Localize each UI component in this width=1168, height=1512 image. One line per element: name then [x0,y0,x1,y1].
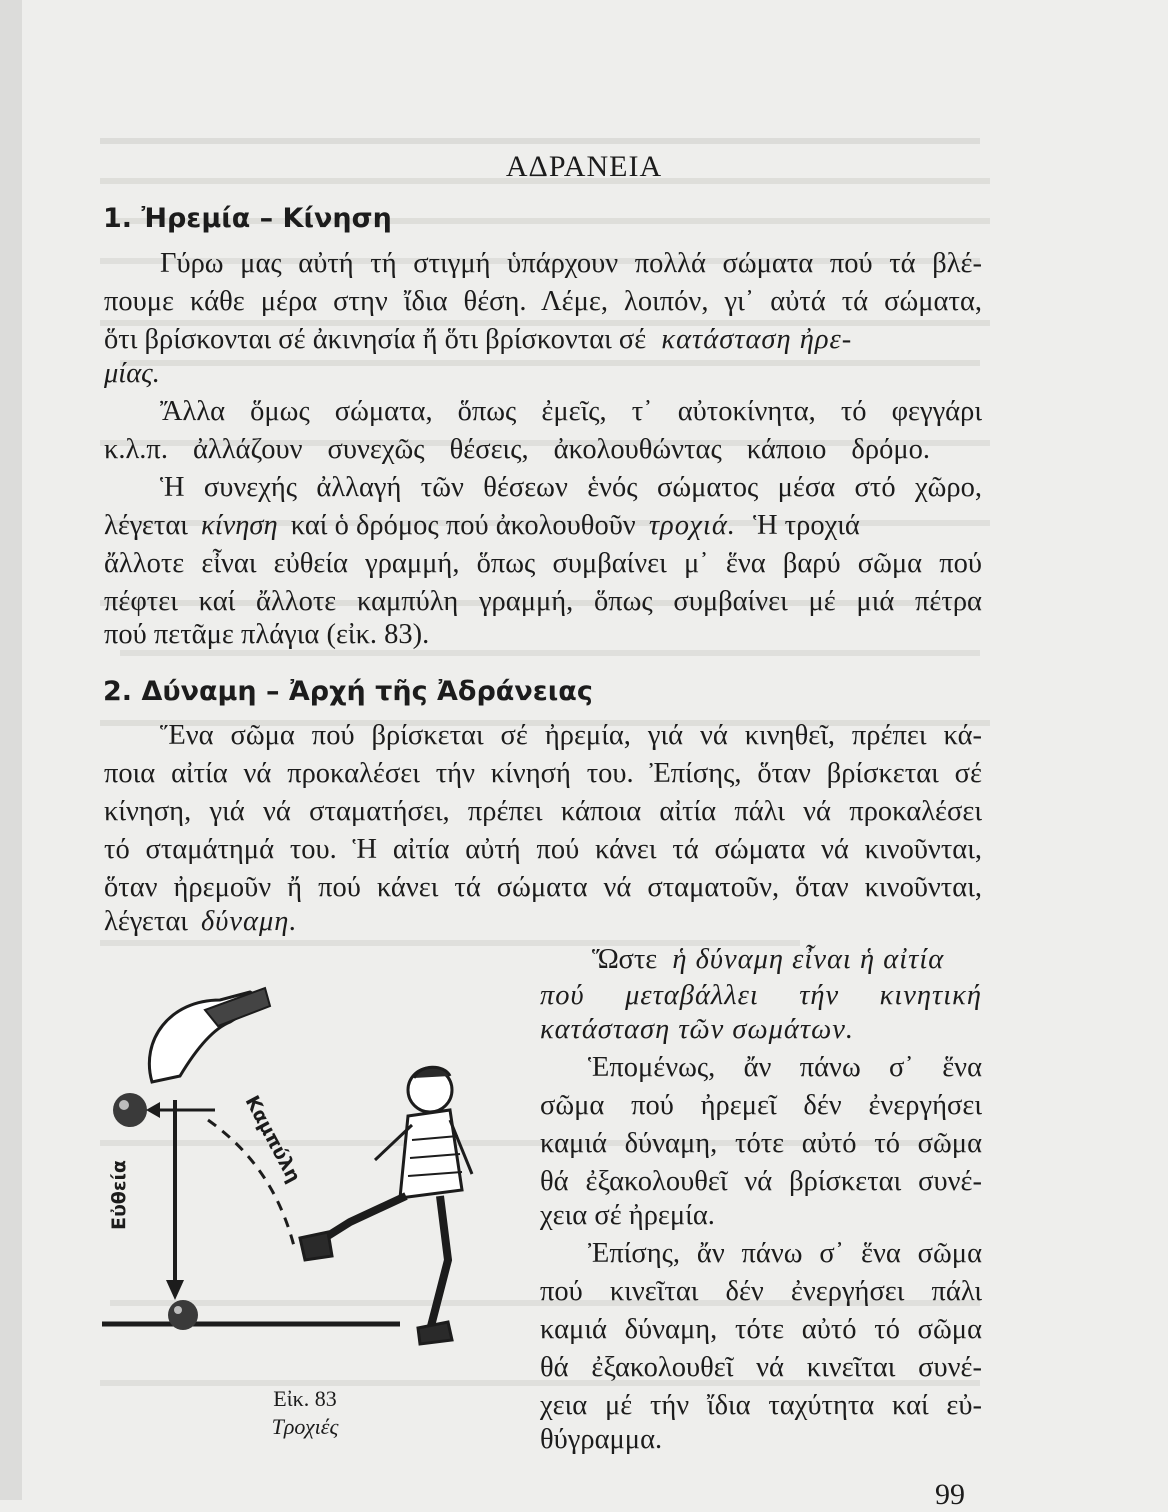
definition-line: Ὥστε ἡ δύναμη εἶναι ἡ αἰτία [592,944,945,975]
ball-icon [168,1300,198,1330]
text-line: καμιά δύναμη, τότε αὐτό τό σῶμα [540,1314,982,1345]
chapter-title: ΑΔΡΑΝΕΙΑ [505,150,663,183]
text-line: καμιά δύναμη, τότε αὐτό τό σῶμα [540,1128,982,1159]
text-line: χεια μέ τήν ἴδια ταχύτητα καί εὐ- [540,1390,982,1421]
text-line: χεια σέ ἠρεμία. [540,1200,715,1231]
figure-caption-number: Εἰκ. 83 [273,1386,337,1411]
text-line: Ἡ συνεχής ἀλλαγή τῶν θέσεων ἑνός σώματος μέσα στό χῶρο, [160,472,982,503]
label-curve: Καμπύλη [240,1092,305,1187]
text-line: Ἑπομένως, ἄν πάνω σ᾽ ἕνα [588,1052,982,1083]
text-line: Ἐπίσης, ἄν πάνω σ᾽ ἕνα σῶμα [588,1238,982,1269]
text-line: κ.λ.π. ἀλλάζουν συνεχῶς θέσεις, ἀκολουθώντας κάποιο δρόμο. [104,434,930,465]
text-line: πέφτει καί ἄλλοτε καμπύλη γραμμή, ὅπως συμβαίνει μέ μιά πέτρα [104,586,982,617]
label-straight: Εὐθεία [108,1160,130,1230]
text-line: Ἕνα σῶμα πού βρίσκεται σέ ἠρεμία, γιά νά κινηθεῖ, πρέπει κά- [160,720,982,751]
trajectories-figure [100,960,520,1380]
text-line: Ἄλλα ὅμως σώματα, ὅπως ἐμεῖς, τ᾽ αὐτοκίνητα, τό φεγγάρι [160,396,982,427]
text-line: λέγεται κίνηση καί ὁ δρόμος πού ἀκολουθοῦν τροχιά. Ἡ τροχιά [104,510,860,541]
definition-line: κατάσταση τῶν σωμάτων. [540,1014,854,1045]
ball-icon [113,1093,147,1127]
text-line: μίας. [104,358,160,389]
text-line: πού κινεῖται δέν ἐνεργήσει πάλι [540,1276,982,1307]
text-line: πουμε κάθε μέρα στην ἴδια θέση. Λέμε, λοιπόν, γι᾽ αὐτά τά σώματα, [104,286,982,317]
boy-kicking-icon [300,1067,472,1344]
figure-caption-title: Τροχιές [271,1414,339,1439]
text-line: λέγεται δύναμη. [104,906,298,937]
text-line: πού πετᾶμε πλάγια (εἰκ. 83). [104,619,430,650]
text-line: θά ἐξακολουθεῖ νά κινεῖται συνέ- [540,1352,982,1383]
section-1-heading: 1. Ἠρεμία – Κίνηση [103,203,392,234]
text-line: ποια αἰτία νά προκαλέσει τήν κίνησή του. Ἐπίσης, ὅταν βρίσκεται σέ [104,758,982,789]
arrow-down-icon [166,1280,184,1300]
text-line: ὅτι βρίσκονται σέ ἀκινησία ἤ ὅτι βρίσκονται σέ κατάσταση ἠρε- [104,324,853,355]
text-line: θά ἐξακολουθεῖ νά βρίσκεται συνέ- [540,1166,982,1197]
text-line: κίνηση, γιά νά σταματήσει, πρέπει κάποια αἰτία πάλι νά προκαλέσει [104,796,982,827]
text-line: ὅταν ἠρεμοῦν ἤ πού κάνει τά σώματα νά σταματοῦν, ὅταν κινοῦνται, [104,872,982,903]
text-line: τό σταμάτημά του. Ἡ αἰτία αὐτή πού κάνει τά σώματα νά κινοῦνται, [104,834,982,865]
section-2-heading: 2. Δύναμη – Ἀρχή τῆς Ἀδράνειας [103,676,593,707]
page-number: 99 [935,1478,965,1511]
text-line: Γύρω μας αὐτή τή στιγμή ὑπάρχουν πολλά σώματα πού τά βλέ- [160,248,982,279]
text-line: σῶμα πού ἠρεμεῖ δέν ἐνεργήσει [540,1090,982,1121]
definition-line: πού μεταβάλλει τήν κινητική [540,980,982,1011]
text-line: ἄλλοτε εἶναι εὐθεία γραμμή, ὅπως συμβαίνει μ᾽ ἕνα βαρύ σῶμα πού [104,548,982,579]
text-line: θύγραμμα. [540,1424,663,1455]
